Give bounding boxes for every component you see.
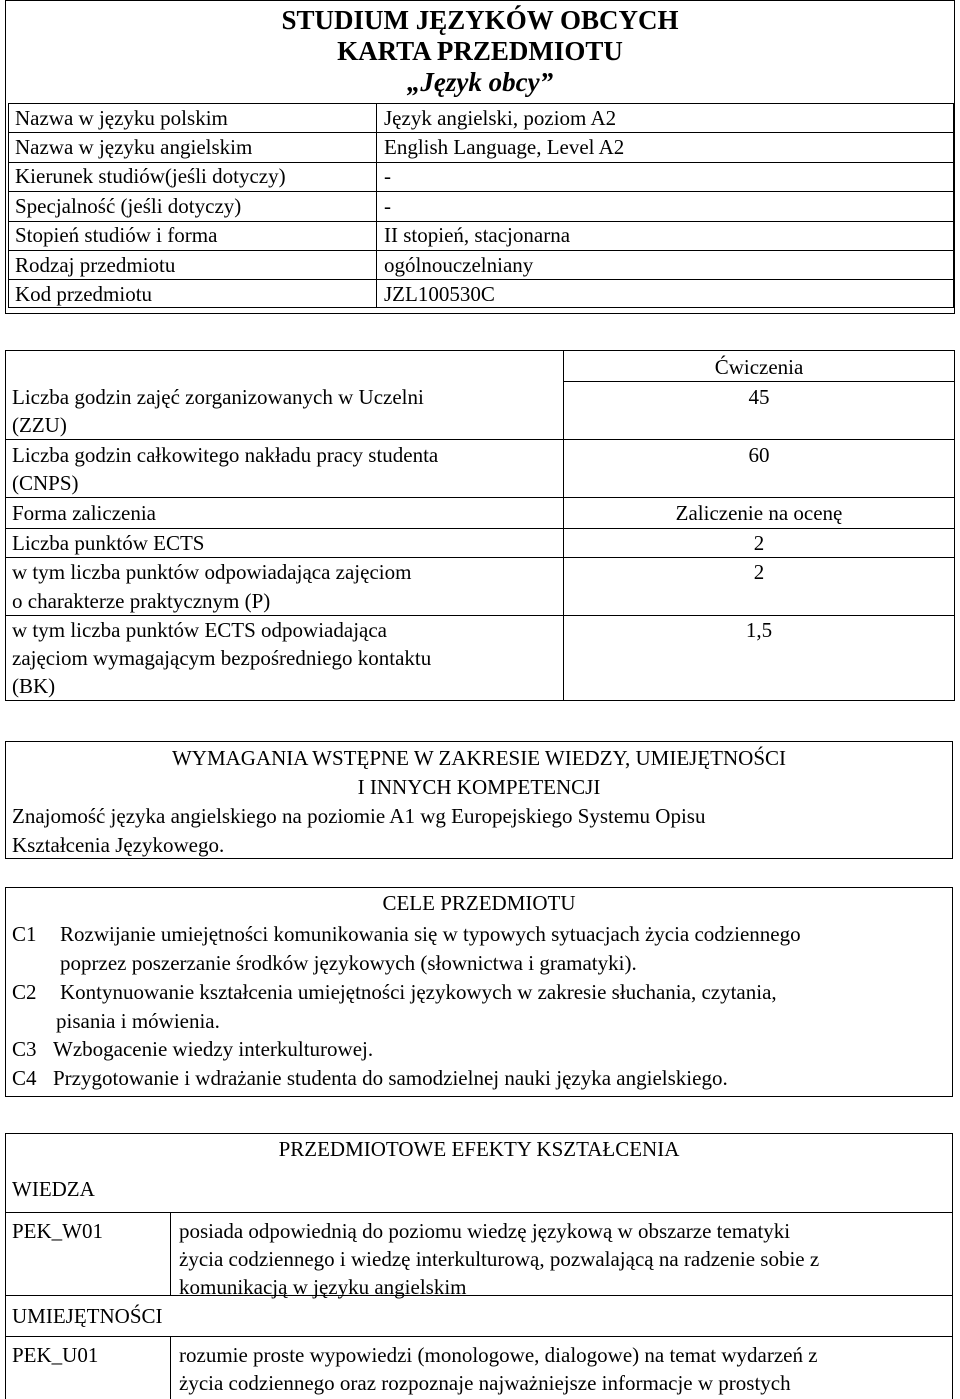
header-title-3: „Język obcy”: [406, 67, 554, 97]
cele-c2-line2: pisania i mówienia.: [56, 1009, 220, 1033]
cele-c3-line1: Wzbogacenie wiedzy interkulturowej.: [53, 1037, 374, 1061]
zzu-label-2: (ZZU): [12, 413, 67, 437]
cele-code-c4: C4: [12, 1066, 37, 1090]
cele-c1-line1: Rozwijanie umiejętności komunikowania się w typowych sytuacjach życia codziennego: [60, 922, 801, 946]
info-label-4: Stopień studiów i forma: [15, 223, 218, 247]
ects-value: 2: [753, 531, 765, 555]
cnps-label-1: Liczba godzin całkowitego nakładu pracy studenta: [12, 443, 439, 467]
wymagania-text-2: Kształcenia Językowego.: [12, 833, 225, 857]
info-label-6: Kod przedmiotu: [15, 282, 153, 306]
info-label-1: Nazwa w języku angielskim: [15, 135, 253, 159]
info-label-2: Kierunek studiów(jeśli dotyczy): [15, 164, 286, 188]
wiedza-label: WIEDZA: [12, 1177, 95, 1201]
header-title-2: KARTA PRZEDMIOTU: [337, 36, 623, 66]
wymagania-title-2: I INNYCH KOMPETENCJI: [357, 775, 601, 799]
bk-label-3: (BK): [12, 674, 56, 698]
pek-w01-code: PEK_W01: [12, 1219, 103, 1243]
info-label-5: Rodzaj przedmiotu: [15, 253, 176, 277]
pek-w01-line-3: komunikacją w języku angielskim: [179, 1275, 467, 1299]
info-value-4: II stopień, stacjonarna: [384, 223, 571, 247]
efekty-title: PRZEDMIOTOWE EFEKTY KSZTAŁCENIA: [278, 1137, 680, 1161]
p-label-2: o charakterze praktycznym (P): [12, 589, 271, 613]
wymagania-text-1: Znajomość języka angielskiego na poziomie A1 wg Europejskiego Systemu Opisu: [12, 804, 706, 828]
pek-u01-line-1: rozumie proste wypowiedzi (monologowe, dialogowe) na temat wydarzeń z: [179, 1343, 818, 1367]
cnps-label-2: (CNPS): [12, 471, 79, 495]
cele-c2-line1: Kontynuowanie kształcenia umiejętności językowych w zakresie słuchania, czytania,: [60, 980, 777, 1004]
pek-w01-line-2: życia codziennego i wiedzę interkulturową, pozwalającą na radzenie sobie z: [179, 1247, 820, 1271]
forma-value: Zaliczenie na ocenę: [675, 501, 843, 525]
p-value: 2: [753, 560, 765, 584]
info-label-3: Specjalność (jeśli dotyczy): [15, 194, 242, 218]
info-value-1: English Language, Level A2: [384, 135, 625, 159]
info-value-3: -: [384, 194, 391, 218]
zzu-value: 45: [748, 385, 770, 409]
hours-col-header: Ćwiczenia: [714, 355, 804, 379]
pek-w01-line-1: posiada odpowiednią do poziomu wiedzę językową w obszarze tematyki: [179, 1219, 791, 1243]
cele-code-c3: C3: [12, 1037, 37, 1061]
pek-u01-code: PEK_U01: [12, 1343, 99, 1367]
cele-code-c2: C2: [12, 980, 37, 1004]
cele-code-c1: C1: [12, 922, 37, 946]
bk-label-1: w tym liczba punktów ECTS odpowiadająca: [12, 618, 387, 642]
header-title-1: STUDIUM JĘZYKÓW OBCYCH: [281, 5, 679, 35]
umiejetnosci-label: UMIEJĘTNOŚCI: [12, 1304, 163, 1328]
pek-u01-line-2: życia codziennego oraz rozpoznaje najważniejsze informacje w prostych: [179, 1371, 791, 1395]
cnps-value: 60: [748, 443, 770, 467]
zzu-label-1: Liczba godzin zajęć zorganizowanych w Uczelni: [12, 385, 424, 409]
bk-label-2: zajęciom wymagającym bezpośredniego kontaktu: [12, 646, 432, 670]
ects-label: Liczba punktów ECTS: [12, 531, 205, 555]
info-value-5: ogólnouczelniany: [384, 253, 534, 277]
info-value-6: JZL100530C: [384, 282, 495, 306]
wymagania-title-1: WYMAGANIA WSTĘPNE W ZAKRESIE WIEDZY, UMIEJĘTNOŚCI: [171, 746, 787, 770]
info-value-2: -: [384, 164, 391, 188]
cele-title: CELE PRZEDMIOTU: [382, 891, 576, 915]
p-label-1: w tym liczba punktów odpowiadająca zajęciom: [12, 560, 412, 584]
cele-c4-line1: Przygotowanie i wdrażanie studenta do samodzielnej nauki języka angielskiego.: [53, 1066, 728, 1090]
cele-c1-line2: poprzez poszerzanie środków językowych (słownictwa i gramatyki).: [60, 951, 637, 975]
forma-label: Forma zaliczenia: [12, 501, 157, 525]
bk-value: 1,5: [745, 618, 773, 642]
info-value-0: Język angielski, poziom A2: [384, 106, 617, 130]
info-label-0: Nazwa w języku polskim: [15, 106, 228, 130]
